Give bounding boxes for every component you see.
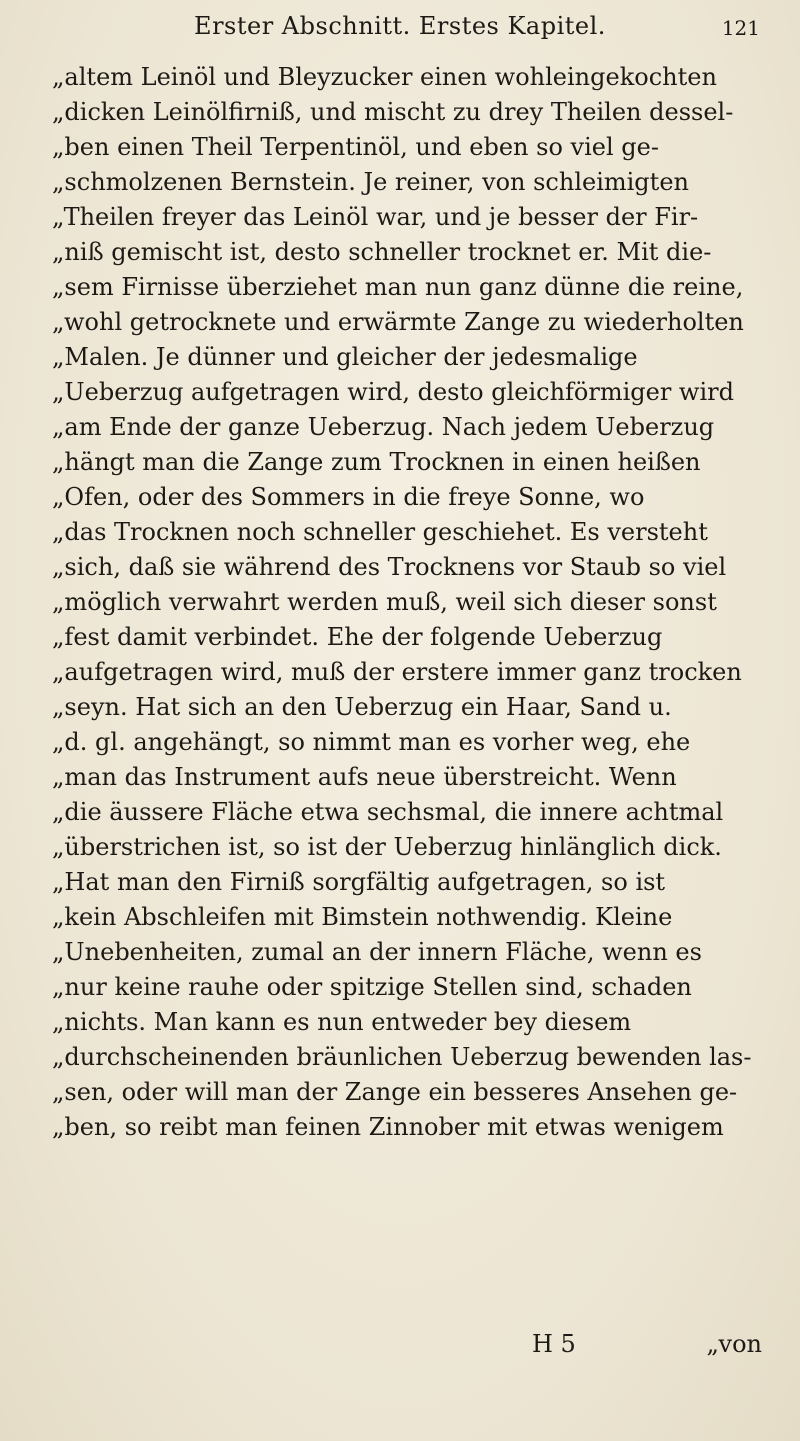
- text-line: „hängt man die Zange zum Trocknen in einen heißen: [52, 448, 701, 476]
- text-line: „am Ende der ganze Ueberzug. Nach jedem Ueberzug: [52, 413, 715, 441]
- text-line: „man das Instrument aufs neue überstreicht. Wenn: [52, 763, 677, 791]
- text-line: „die äussere Fläche etwa sechsmal, die innere achtmal: [52, 798, 724, 826]
- running-title: Erster Abschnitt. Erstes Kapitel.: [194, 12, 606, 40]
- text-line: „möglich verwahrt werden muß, weil sich dieser sonst: [52, 588, 717, 616]
- text-line: „Hat man den Firniß sorgfältig aufgetragen, so ist: [52, 868, 666, 896]
- text-line: „Theilen freyer das Leinöl war, und je besser der Fir-: [52, 203, 699, 231]
- text-line: „durchscheinenden bräunlichen Ueberzug bewenden las-: [52, 1043, 752, 1071]
- text-line: „schmolzenen Bernstein. Je reiner, von schleimigten: [52, 168, 689, 196]
- page-footer: [52, 1327, 772, 1362]
- text-line: „aufgetragen wird, muß der erstere immer ganz trocken: [52, 658, 742, 686]
- text-line: „Ueberzug aufgetragen wird, desto gleichförmiger wird: [52, 378, 734, 406]
- text-line: „sen, oder will man der Zange ein besseres Ansehen ge-: [52, 1078, 738, 1106]
- running-head: [40, 8, 760, 48]
- text-line: „Unebenheiten, zumal an der innern Fläche, wenn es: [52, 938, 702, 966]
- text-line: „nur keine rauhe oder spitzige Stellen sind, schaden: [52, 973, 692, 1001]
- catchword: „von: [706, 1330, 762, 1358]
- text-line: „ben einen Theil Terpentinöl, und eben so viel ge-: [52, 133, 659, 161]
- page-number: 121: [721, 16, 760, 40]
- text-line: „nichts. Man kann es nun entweder bey diesem: [52, 1008, 632, 1036]
- text-line: „d. gl. angehängt, so nimmt man es vorher weg, ehe: [52, 728, 691, 756]
- text-line: „dicken Leinölfirniß, und mischt zu drey Theilen dessel-: [52, 98, 734, 126]
- text-line: „niß gemischt ist, desto schneller trocknet er. Mit die-: [52, 238, 712, 266]
- body-text: [52, 60, 772, 1145]
- text-line: „seyn. Hat sich an den Ueberzug ein Haar, Sand u.: [52, 693, 672, 721]
- signature-mark: H 5: [532, 1330, 576, 1358]
- text-line: „fest damit verbindet. Ehe der folgende Ueberzug: [52, 623, 663, 651]
- text-line: „Malen. Je dünner und gleicher der jedesmalige: [52, 343, 638, 371]
- text-line: „wohl getrocknete und erwärmte Zange zu wiederholten: [52, 308, 744, 336]
- text-line: „sem Firnisse überziehet man nun ganz dünne die reine,: [52, 273, 744, 301]
- text-line: „ben, so reibt man feinen Zinnober mit etwas wenigem: [52, 1113, 724, 1141]
- text-line: „Ofen, oder des Sommers in die freye Sonne, wo: [52, 483, 645, 511]
- text-line: „überstrichen ist, so ist der Ueberzug hinlänglich dick.: [52, 833, 722, 861]
- text-line: „sich, daß sie während des Trocknens vor Staub so viel: [52, 553, 727, 581]
- text-line: „kein Abschleifen mit Bimstein nothwendig. Kleine: [52, 903, 673, 931]
- text-line: „das Trocknen noch schneller geschiehet. Es versteht: [52, 518, 708, 546]
- text-line: „altem Leinöl und Bleyzucker einen wohleingekochten: [52, 63, 717, 91]
